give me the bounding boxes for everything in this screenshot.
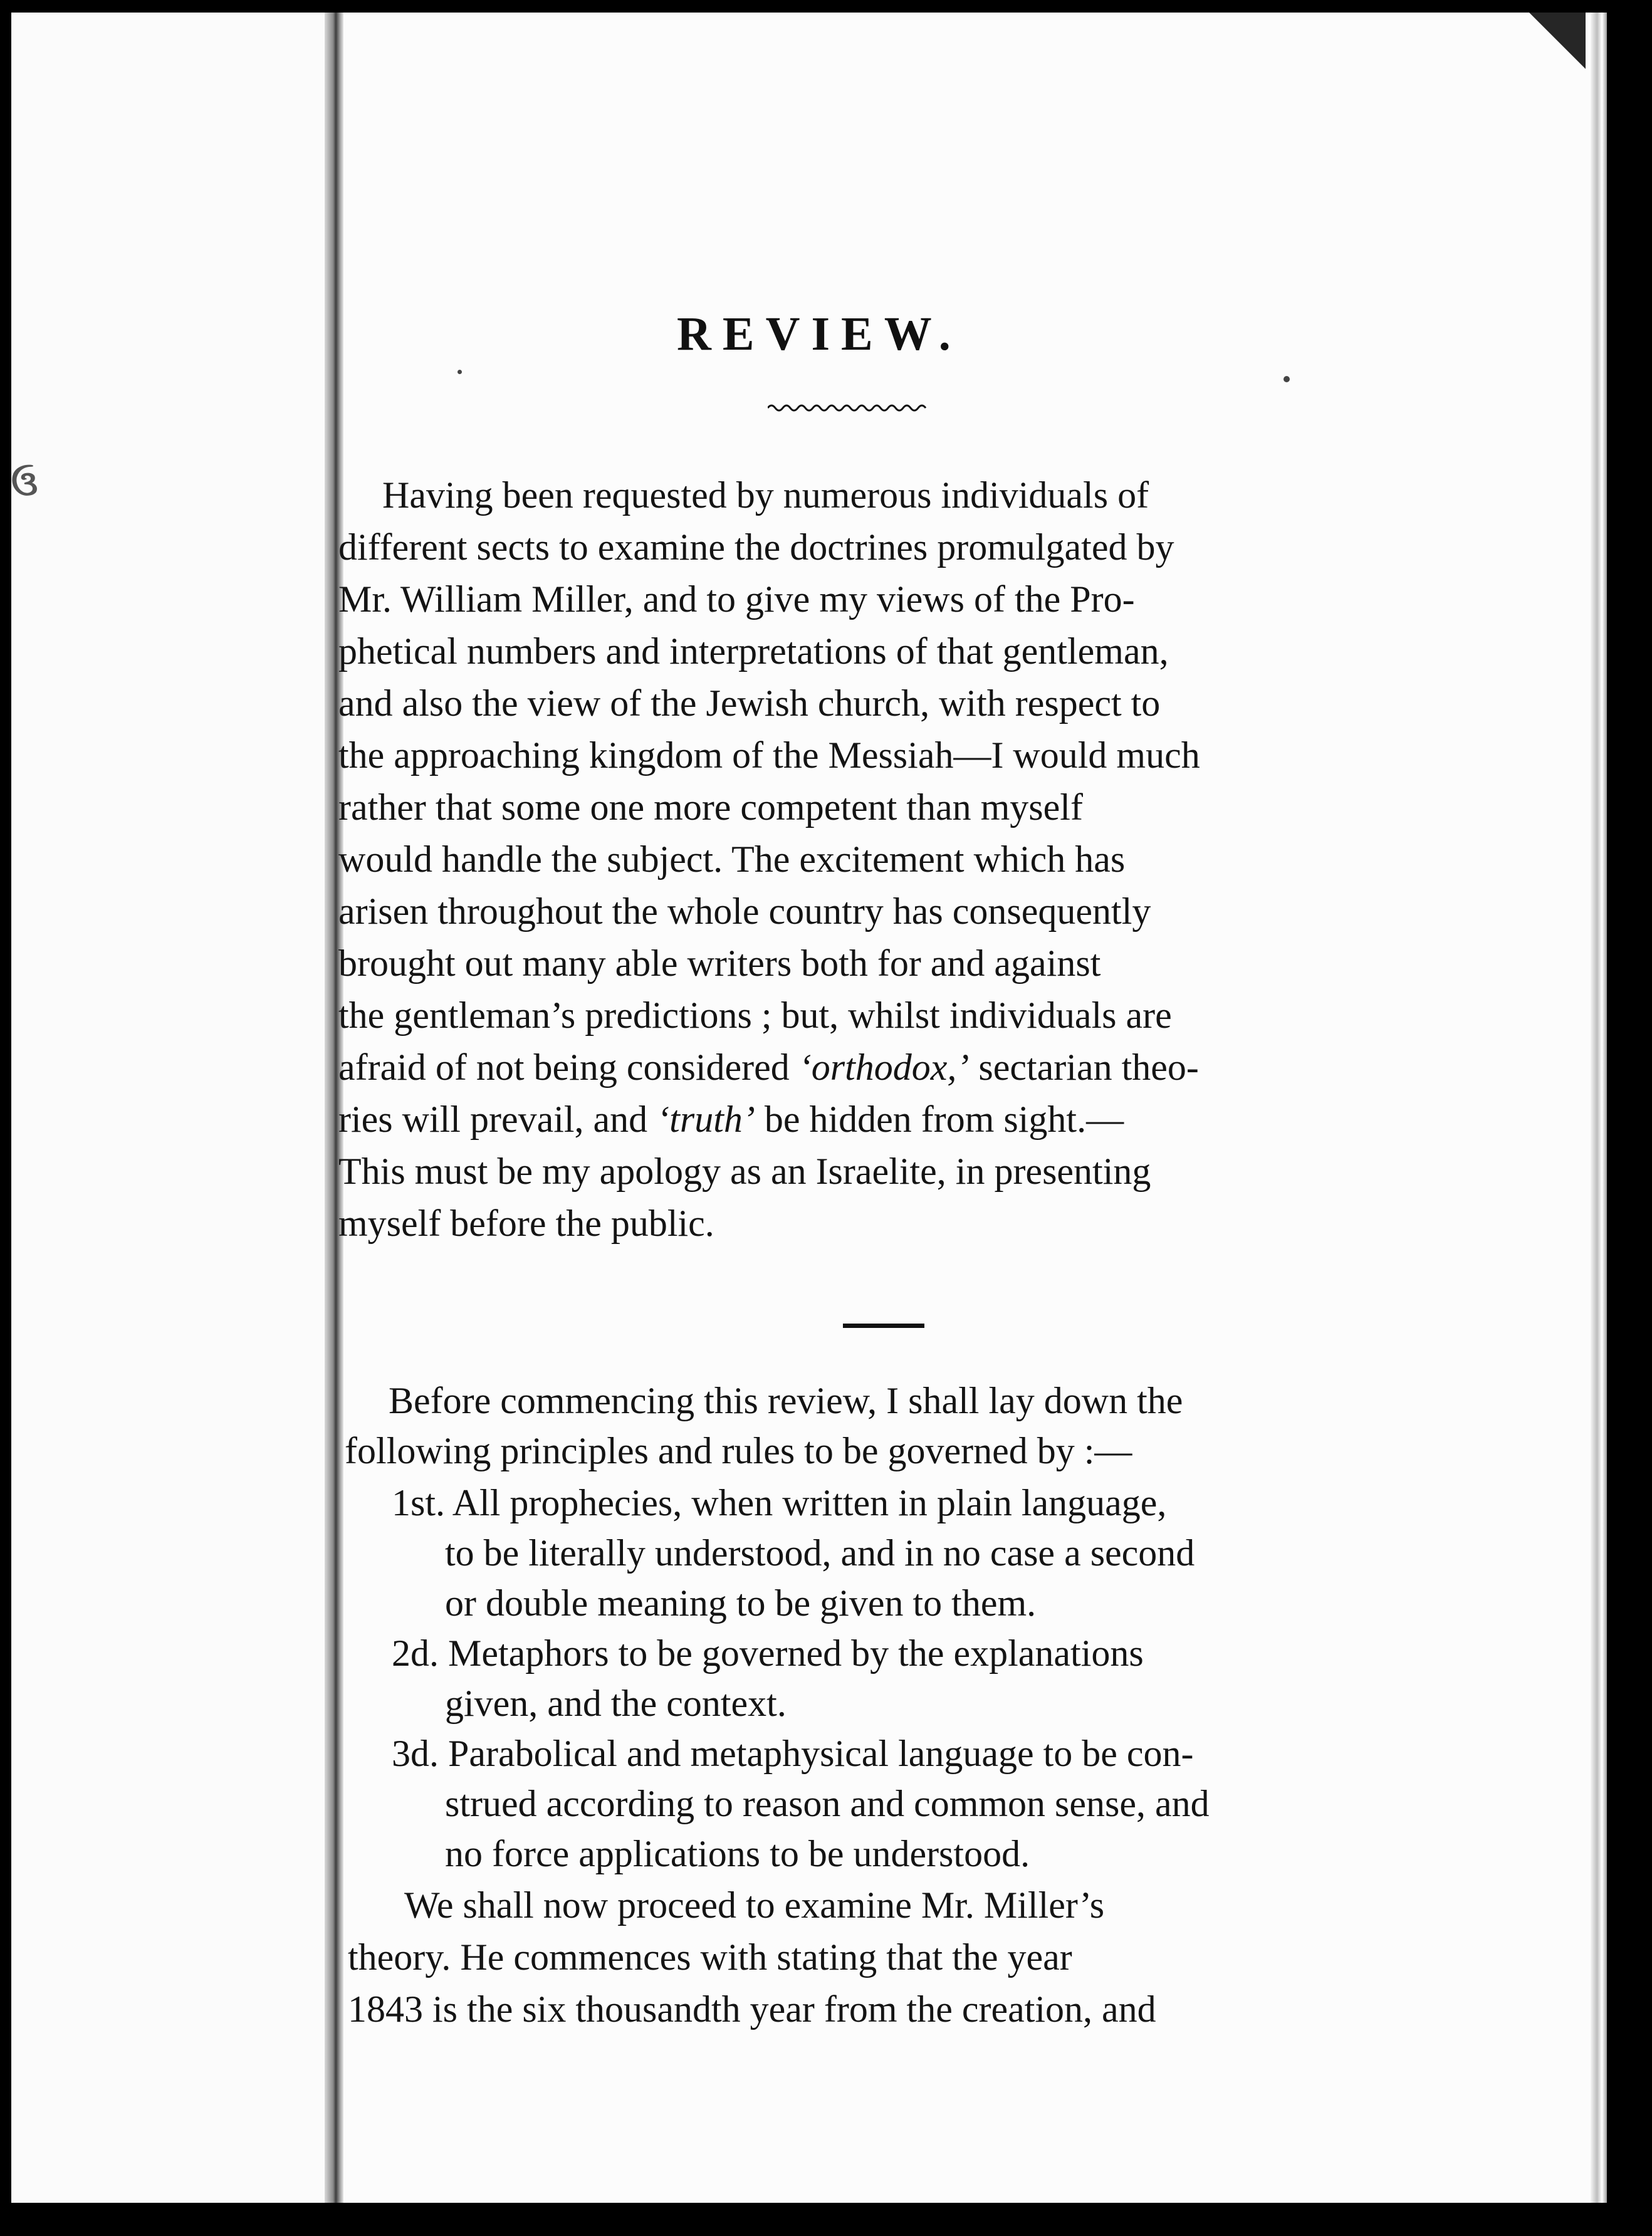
rule-item-1: 1st. All prophecies, when written in plain language,: [392, 1482, 1167, 1523]
ink-smudge: ઉ: [11, 464, 34, 503]
text-span: ries will prevail, and: [338, 1099, 657, 1140]
text-line-truth: [338, 1094, 1124, 1144]
rule-continuation: or double meaning to be given to them.: [445, 1582, 1037, 1624]
text-line: Mr. William Miller, and to give my views of the Pro-: [338, 578, 1135, 620]
text-line: rather that some one more competent than myself: [338, 786, 1083, 828]
text-line: brought out many able writers both for and against: [338, 943, 1101, 984]
text-span: be hidden from sight.—: [755, 1099, 1124, 1140]
text-line: myself before the public.: [338, 1203, 714, 1244]
decorative-wave-rule: [768, 401, 931, 415]
text-line: and also the view of the Jewish church, with respect to: [338, 682, 1161, 724]
rule-continuation: strued according to reason and common sense, and: [445, 1783, 1210, 1824]
italic-word-orthodox: ‘orthodox,’: [798, 1047, 970, 1088]
ink-speck: [1283, 376, 1290, 382]
page-edge: [1591, 13, 1607, 2203]
left-blank-page: [11, 13, 325, 2203]
text-line: Before commencing this review, I shall lay down the: [389, 1380, 1183, 1421]
rule-continuation: to be literally understood, and in no case a second: [445, 1532, 1195, 1574]
text-line: the gentleman’s predictions ; but, whilst individuals are: [338, 995, 1172, 1036]
rule-item-2: 2d. Metaphors to be governed by the explanations: [392, 1633, 1144, 1674]
text-line-orthodox: [338, 1042, 1199, 1092]
text-line: following principles and rules to be governed by :—: [345, 1430, 1132, 1471]
ink-speck: [457, 370, 462, 374]
text-line: theory. He commences with stating that the year: [348, 1936, 1072, 1978]
rule-continuation: given, and the context.: [445, 1683, 787, 1724]
text-line: would handle the subject. The excitement which has: [338, 838, 1126, 880]
text-line: phetical numbers and interpretations of that gentleman,: [338, 630, 1169, 672]
text-line: This must be my apology as an Israelite, in presenting: [338, 1151, 1151, 1192]
rule-continuation: no force applications to be understood.: [445, 1833, 1030, 1874]
italic-word-truth: ‘truth’: [657, 1099, 755, 1140]
text-line: arisen throughout the whole country has consequently: [338, 891, 1151, 932]
text-span: sectarian theo-: [969, 1047, 1199, 1088]
corner-fold: [1529, 13, 1586, 69]
text-line: different sects to examine the doctrines promulgated by: [338, 526, 1174, 568]
page-title: REVIEW.: [677, 308, 962, 360]
section-divider: [843, 1324, 924, 1328]
text-span: afraid of not being considered: [338, 1047, 799, 1088]
text-line: We shall now proceed to examine Mr. Miller’s: [404, 1884, 1105, 1926]
text-line: 1843 is the six thousandth year from the creation, and: [348, 1988, 1156, 2030]
rule-item-3: 3d. Parabolical and metaphysical language to be con-: [392, 1733, 1194, 1774]
text-line: the approaching kingdom of the Messiah—I would much: [338, 734, 1200, 776]
text-line: Having been requested by numerous individuals of: [382, 474, 1149, 516]
